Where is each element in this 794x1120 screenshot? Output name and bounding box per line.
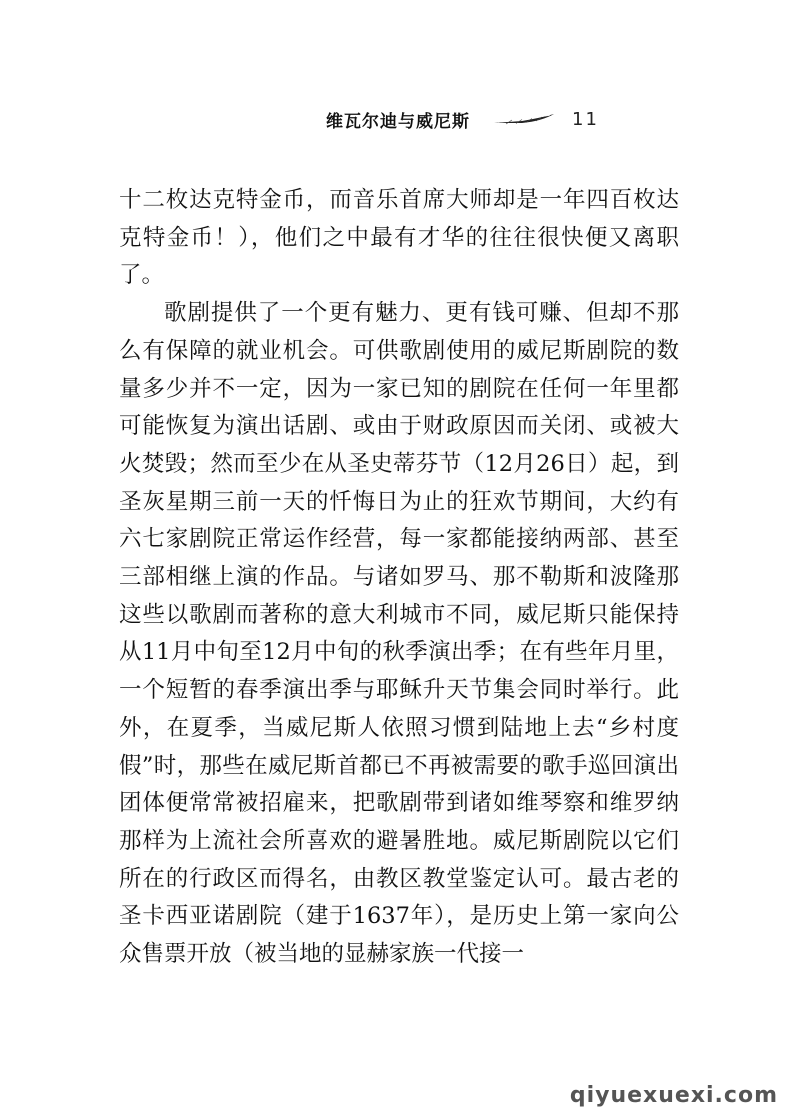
quill-ornament-icon <box>492 112 556 126</box>
site-watermark: qiyuexuexi.com <box>569 1083 778 1108</box>
body-text <box>119 182 679 974</box>
running-header <box>326 104 599 134</box>
paragraph: 十二枚达克特金币，而音乐首席大师却是一年四百枚达克特金币！），他们之中最有才华的往往很快便又离职了。 <box>119 187 679 289</box>
header-title: 维瓦尔迪与威尼斯 <box>326 111 470 132</box>
paragraph: 歌剧提供了一个更有魅力、更有钱可赚、但却不那么有保障的就业机会。可供歌剧使用的威尼斯剧院的数量多少并不一定，因为一家已知的剧院在任何一年里都可能恢复为演出话剧、或由于财政原因而关闭、或被大火焚毁；然而至少在从圣史蒂芬节（12月26日）起，到圣灰星期三前一天的忏悔日为止的狂欢节期间，大约有六七家剧院正常运作经营，每一家都能接纳两部、甚至三部相继上演的作品。与诸如罗马、那不勒斯和波隆那这些以歌剧而著称的意大利城市不同，威尼斯只能保持从11月中旬至12月中旬的秋季演出季；在有些年月里，一个短暂的春季演出季与耶稣升天节集会同时举行。此外，在夏季，当威尼斯人依照习惯到陆地上去“乡村度假”时，那些在威尼斯首都已不再被需要的歌手巡回演出团体便常常被招雇来，把歌剧带到诸如维琴察和维罗纳那样为上流社会所喜欢的避暑胜地。威尼斯剧院以它们所在的行政区而得名，由教区教堂鉴定认可。最古老的圣卡西亚诺剧院（建于1637年），是历史上第一家向公众售票开放（被当地的显赫家族一代接一 <box>119 300 679 968</box>
page-number: 11 <box>572 108 599 130</box>
